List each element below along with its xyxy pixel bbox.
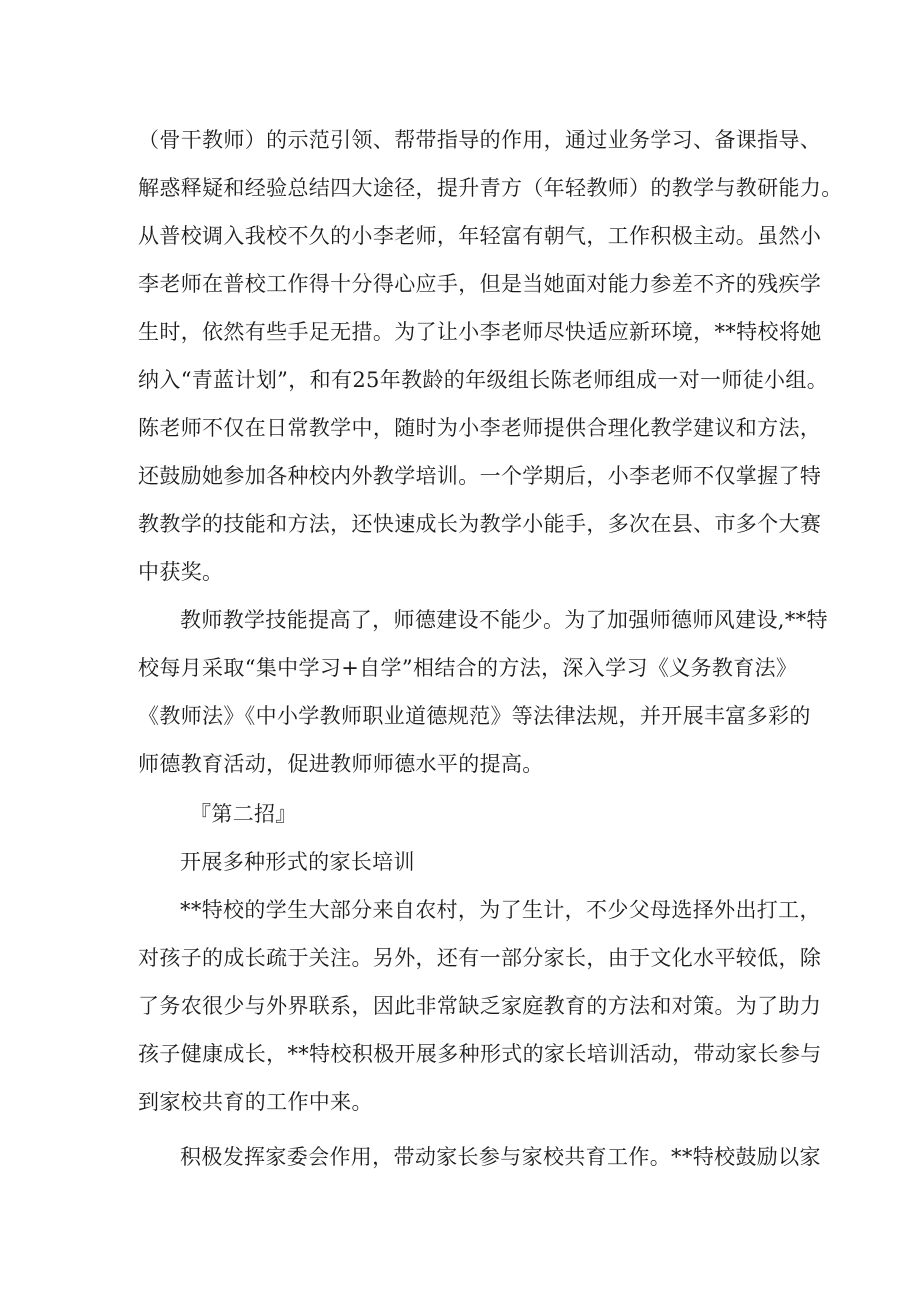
paragraph-line: 中获奖。 — [138, 560, 224, 584]
paragraph-line: （骨干教师）的示范引领、帮带指导的作用，通过业务学习、备课指导、 — [138, 128, 822, 152]
section-marker: 『第二招』 — [190, 802, 297, 826]
paragraph-line: 陈老师不仅在日常教学中，随时为小李老师提供合理化教学建议和方法， — [138, 416, 822, 440]
paragraph-line: 还鼓励她参加各种校内外教学培训。一个学期后，小李老师不仅掌握了特 — [138, 464, 822, 488]
paragraph-line: 校每月采取“集中学习+自学”相结合的方法，深入学习《义务教育法》 — [138, 656, 798, 680]
paragraph-line: 生时，依然有些手足无措。为了让小李老师尽快适应新环境，**特校将她 — [138, 320, 822, 344]
paragraph-line: 教教学的技能和方法，还快速成长为教学小能手，多次在县、市多个大赛 — [138, 512, 822, 536]
paragraph-line: 了务农很少与外界联系，因此非常缺乏家庭教育的方法和对策。为了助力 — [138, 994, 822, 1018]
paragraph-line: 纳入“青蓝计划”，和有25年教龄的年级组长陈老师组成一对一师徒小组。 — [138, 368, 829, 392]
paragraph-line: 孩子健康成长，**特校积极开展多种形式的家长培训活动，带动家长参与 — [138, 1042, 822, 1066]
paragraph-line: 积极发挥家委会作用，带动家长参与家校共育工作。**特校鼓励以家 — [180, 1145, 821, 1169]
paragraph-line: 师德教育活动，促进教师师德水平的提高。 — [138, 752, 544, 776]
paragraph-line: 对孩子的成长疏于关注。另外，还有一部分家长，由于文化水平较低，除 — [138, 946, 822, 970]
section-heading: 开展多种形式的家长培训 — [180, 850, 415, 874]
paragraph-line: 从普校调入我校不久的小李老师，年轻富有朝气，工作积极主动。虽然小 — [138, 224, 822, 248]
paragraph-line: 教师教学技能提高了，师德建设不能少。为了加强师德师风建设,**特 — [180, 608, 828, 632]
paragraph-line: **特校的学生大部分来自农村，为了生计，不少父母选择外出打工， — [180, 898, 821, 922]
paragraph-line: 解惑释疑和经验总结四大途径，提升青方（年轻教师）的教学与教研能力。 — [138, 176, 843, 200]
paragraph-line: 到家校共育的工作中来。 — [138, 1090, 373, 1114]
paragraph-line: 《教师法》《中小学教师职业道德规范》等法律法规，并开展丰富多彩的 — [138, 704, 811, 728]
paragraph-line: 李老师在普校工作得十分得心应手，但是当她面对能力参差不齐的残疾学 — [138, 272, 822, 296]
